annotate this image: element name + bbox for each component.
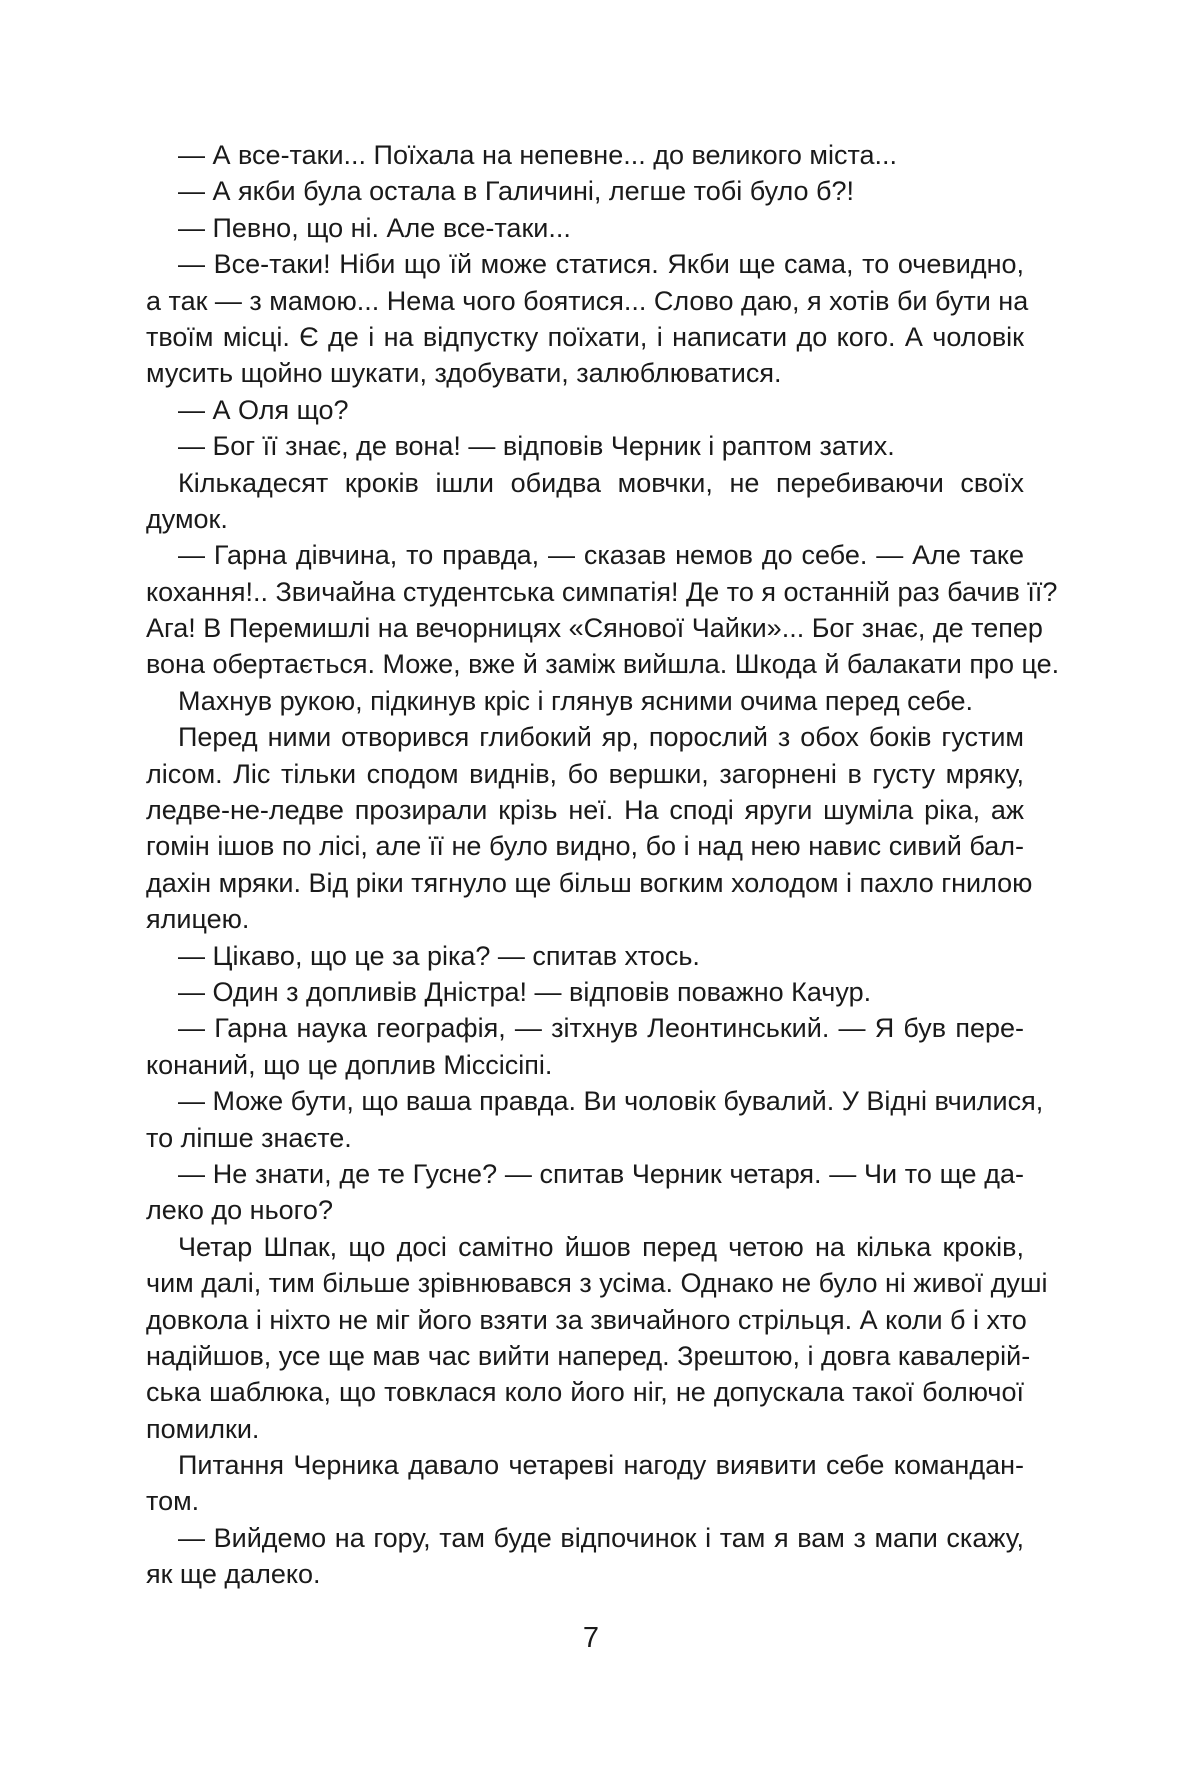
paragraph <box>146 974 1024 1010</box>
paragraph <box>146 1447 1024 1520</box>
text-line: — А якби була остала в Галичині, легше тобі було б?! <box>178 176 855 207</box>
body-text <box>146 137 1060 1593</box>
text-line: — Гарна наука географія, — зітхнув Леонтинський. — Я був пере- <box>178 1013 1024 1044</box>
text-line: кохання!.. Звичайна студентська симпатія! Де то я останній раз бачив її? <box>146 576 1058 607</box>
paragraph <box>146 683 1024 719</box>
text-line: — Вийдемо на гору, там буде відпочинок і там я вам з мапи скажу, <box>178 1522 1024 1553</box>
paragraph <box>146 1010 1024 1083</box>
text-line: леко до нього? <box>146 1195 333 1226</box>
text-line: — Один з допливів Дністра! — відповів поважно Качур. <box>178 976 872 1007</box>
text-line: — Може бути, що ваша правда. Ви чоловік бувалий. У Відні вчилися, <box>178 1086 1044 1117</box>
text-line: Ага! В Перемишлі на вечорницях «Сянової Чайки»... Бог знає, де тепер <box>146 613 1043 644</box>
text-line: чим далі, тим більше зрівнювався з усіма. Однако не було ні живої душі <box>146 1268 1048 1299</box>
text-line: вона обертається. Може, вже й заміж вийшла. Шкода й балакати про це. <box>146 649 1060 680</box>
paragraph <box>146 719 1033 937</box>
paragraph <box>146 537 1060 683</box>
text-line: то ліпше знаєте. <box>146 1122 352 1153</box>
paragraph <box>146 428 1024 464</box>
text-line: надійшов, усе ще мав час вийти наперед. Зрештою, і довга кавалерій- <box>146 1340 1031 1371</box>
paragraph <box>146 137 1024 173</box>
text-line: — Цікаво, що це за ріка? — спитав хтось. <box>178 940 700 971</box>
text-line: а так — з мамою... Нема чого боятися... Слово даю, я хотів би бути на <box>146 285 1029 316</box>
text-line: конаний, що це доплив Міссісіпі. <box>146 1049 553 1080</box>
text-line: — Бог її знає, де вона! — відповів Черник і раптом затих. <box>178 431 895 462</box>
text-line: — Не знати, де те Гусне? — спитав Черник четаря. — Чи то ще да- <box>178 1158 1024 1189</box>
text-line: — А Оля що? <box>178 394 349 425</box>
page-number: 7 <box>582 1622 600 1654</box>
text-line: Питання Черника давало четареві нагоду виявити себе командан- <box>178 1450 1024 1481</box>
paragraph <box>146 1083 1044 1156</box>
text-line: — Певно, що ні. Але все-таки... <box>178 212 571 243</box>
text-line: — Все-таки! Ніби що їй може статися. Якби ще сама, то очевидно, <box>178 249 1024 280</box>
text-line: том. <box>146 1486 200 1517</box>
paragraph <box>146 210 1024 246</box>
text-line: — Гарна дівчина, то правда, — сказав немов до себе. — Але таке <box>178 540 1024 571</box>
paragraph <box>146 1229 1048 1447</box>
text-line: довкола і ніхто не міг його взяти за звичайного стрільця. А коли б і хто <box>146 1304 1027 1335</box>
paragraph <box>146 173 1024 209</box>
text-line: лісом. Ліс тільки сподом виднів, бо вершки, загорнені в густу мряку, <box>146 758 1024 789</box>
text-line: ледве-не-ледве прозирали крізь неї. На споді яруги шуміла ріка, аж <box>146 795 1024 826</box>
paragraph <box>146 465 1024 538</box>
text-line: — А все-таки... Поїхала на непевне... до великого міста... <box>178 140 898 170</box>
paragraph <box>146 392 1024 428</box>
text-line: Перед ними отворився глибокий яр, порослий з обох боків густим <box>178 722 1024 753</box>
text-line: ська шаблюка, що товклася коло його ніг, не допускала такої болючої <box>146 1377 1024 1408</box>
paragraph <box>146 1156 1024 1229</box>
text-line: ялицею. <box>146 904 250 935</box>
paragraph <box>146 1520 1024 1593</box>
text-line: дахін мряки. Від ріки тягнуло ще більш вогким холодом і пахло гнилою <box>146 867 1033 898</box>
text-line: мусить щойно шукати, здобувати, залюблюватися. <box>146 358 782 389</box>
text-line: гомін ішов по лісі, але її не було видно, бо і над нею навис сивий бал- <box>146 831 1024 862</box>
text-line: помилки. <box>146 1413 260 1444</box>
text-line: Кількадесят кроків ішли обидва мовчки, не перебиваючи своїх <box>178 467 1024 498</box>
text-line: думок. <box>146 503 228 534</box>
paragraph <box>146 246 1029 392</box>
text-line: Махнув рукою, підкинув кріс і глянув ясними очима перед себе. <box>178 685 974 716</box>
text-line: твоїм місці. Є де і на відпустку поїхати, і написати до кого. А чоловік <box>146 321 1024 352</box>
paragraph <box>146 938 1024 974</box>
text-line: Четар Шпак, що досі самітно йшов перед четою на кілька кроків, <box>178 1231 1024 1262</box>
text-line: як ще далеко. <box>146 1559 321 1590</box>
